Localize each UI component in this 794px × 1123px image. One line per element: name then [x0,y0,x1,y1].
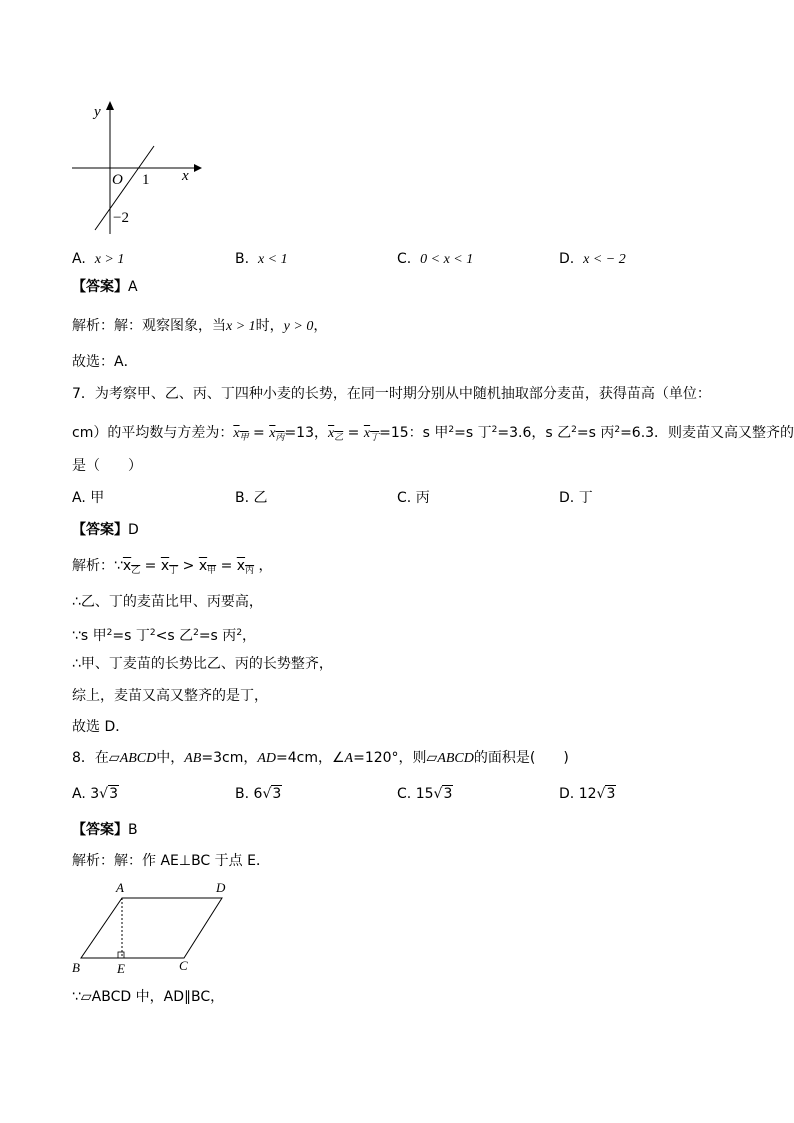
mean-x-ding: $x_丁$ [160,558,179,576]
q7-analysis-2: ∴乙、丁的麦苗比甲、丙要高， [72,594,263,610]
analysis-text: 解析：解：观察图象，当 [72,318,226,334]
stem-text: =s 丙 [576,425,615,441]
q6-analysis [72,317,327,336]
x-axis-arrow [194,164,202,172]
stem-text: =4cm，∠ [276,750,345,766]
mean-x-yi: $x_乙$ [328,426,344,442]
x-intercept-label: 1 [142,172,150,188]
q6-option-b [235,250,288,268]
q6-answer [72,278,138,296]
mean-x-ding: $x_丁$ [363,426,380,442]
option-letter: D. [559,490,575,506]
q7-analysis-4: ∴甲、丁麦苗的长势比乙、丙的长势整齐， [72,656,333,672]
answer-value: B [128,822,138,838]
stem-text: =120°，则▱ [353,750,438,766]
vertex-c-label: C [179,958,188,973]
option-letter: A. [72,786,86,802]
analysis-text: <s 乙 [155,628,194,644]
stem-text: 的面积是( ) [473,750,569,766]
option-text: 丙 [415,490,430,506]
stem-text: 8．在▱ [72,750,120,766]
option-text: x < − 2 [583,252,626,267]
q6-option-a [72,250,124,268]
option-letter: D. [559,786,575,802]
y-axis-arrow [106,101,114,110]
stem-var: AB [184,751,202,766]
analysis-text: =s 丙 [198,628,237,644]
option-radicand: 3 [606,786,616,802]
vertex-d-label: D [216,880,226,895]
stem-text: =s 丁 [454,425,492,441]
option-text: 甲 [90,490,105,506]
q6-conclusion: 故选：A． [72,354,138,370]
analysis-text-mid: 时， [255,318,284,334]
analysis-text: ∵s 甲 [72,628,107,644]
option-letter: B. [235,786,250,802]
q8-option-c: C. 15√3 [397,786,453,802]
parallelogram-figure [66,876,246,982]
x-axis-label: x [182,168,189,184]
option-letter: B. [235,251,250,267]
option-coef: 12 [578,786,597,802]
stem-text: =6.3．则麦苗又高又整齐的 [620,425,794,441]
answer-value: A [128,279,138,295]
mean-x-bing: $x_丙$ [236,558,255,576]
option-radicand: 3 [109,786,118,802]
mean-x-yi: $x_乙$ [122,558,141,576]
option-coef: 6 [253,786,263,802]
q7-stem-line1: 7．为考察甲、乙、丙、丁四种小麦的长势，在同一时期分别从中随机抽取部分麦苗，获得苗高（单位： [72,386,711,402]
q7-option-b [235,489,268,507]
option-letter: C. [397,251,412,267]
answer-label: 【答案】 [72,822,128,838]
q7-option-d [559,489,593,507]
option-text: x < 1 [257,252,288,267]
vertex-a-label: A [116,880,124,895]
mean-x-jia: $x_甲$ [233,426,249,442]
q8-analysis: 解析：解：作 AE⊥BC 于点 E． [72,853,270,869]
answer-label: 【答案】 [72,279,128,295]
option-text: 0 < x < 1 [420,252,474,267]
option-letter: A. [72,490,86,506]
answer-value: D [128,522,139,538]
analysis-condition: x > 1 [226,319,256,334]
option-text: x > 1 [94,252,125,267]
analysis-text: ， [242,628,257,644]
option-text: 乙 [253,490,268,506]
analysis-text: =s 丁 [112,628,150,644]
q7-analysis-1: 解析：$\because x_乙 = x_丁 > x_甲 = x_丙$ ， [72,558,273,576]
stem-text: =3cm， [201,750,258,766]
stem-var: AD [257,751,277,766]
option-letter: C. [397,786,412,802]
option-coef: 15 [415,786,434,802]
option-radicand: 3 [443,786,453,802]
stem-text: cm）的平均数与方差为： [72,425,234,441]
mean-x-bing: $x_丙$ [269,426,285,442]
q8-option-a: A. 3√3 [72,786,118,802]
q7-stem-line2: cm）的平均数与方差为：$x_甲 = x_丙=13$，$x_乙 = x_丁=15$：s 甲$^2$=s 丁$^2$=3.6，s 乙$^2$=s 丙$^2$=6.3．则麦苗又高又整齐的 [72,425,794,442]
q8-last-line: ∵▱ABCD 中，AD∥BC， [72,989,225,1005]
analysis-text-end: ， [313,318,328,334]
stem-var: ABCD [437,751,474,766]
y-intercept-label: −2 [113,210,129,226]
q7-analysis-6: 故选 D． [72,719,130,735]
q7-analysis-5: 综上，麦苗又高又整齐的是丁， [72,688,268,704]
right-angle-mark [118,952,124,958]
q8-option-b: B. 6√3 [235,786,282,802]
origin-label: O [112,172,123,188]
option-radicand: 3 [272,786,282,802]
analysis-text: 解析：∵ [72,558,123,574]
q6-option-c [397,250,473,268]
q7-answer [72,521,139,539]
linear-function-graph [66,98,216,238]
q7-stem-line3: 是（ ） [72,458,142,474]
q8-option-d: D. 12√3 [559,786,616,802]
y-axis-label: y [94,104,101,120]
option-letter: C. [397,490,412,506]
parallelogram-abcd [81,898,222,958]
stem-text: 中， [156,750,185,766]
mean-x-jia: $x_甲$ [198,558,217,576]
stem-text: =3.6，s 乙 [497,425,572,441]
option-letter: A. [72,251,86,267]
option-letter: B. [235,490,250,506]
analysis-result: y > 0 [283,319,314,334]
stem-text: =13， [284,425,328,441]
vertex-b-label: B [72,960,80,975]
q7-option-c [397,489,430,507]
point-e-label: E [117,961,125,976]
q7-option-a [72,489,104,507]
stem-text: =15：s 甲 [379,425,449,441]
q7-analysis-3: ∵s 甲$^2$=s 丁$^2$<s 乙$^2$=s 丙$^2$， [72,628,257,644]
option-letter: D. [559,251,575,267]
stem-var: A [344,751,354,766]
stem-var: ABCD [119,751,157,766]
q8-answer [72,821,138,839]
answer-label: 【答案】 [72,522,128,538]
option-text: 丁 [578,490,593,506]
q6-option-d [559,250,626,268]
option-coef: 3 [90,786,100,802]
q8-stem [72,749,569,768]
